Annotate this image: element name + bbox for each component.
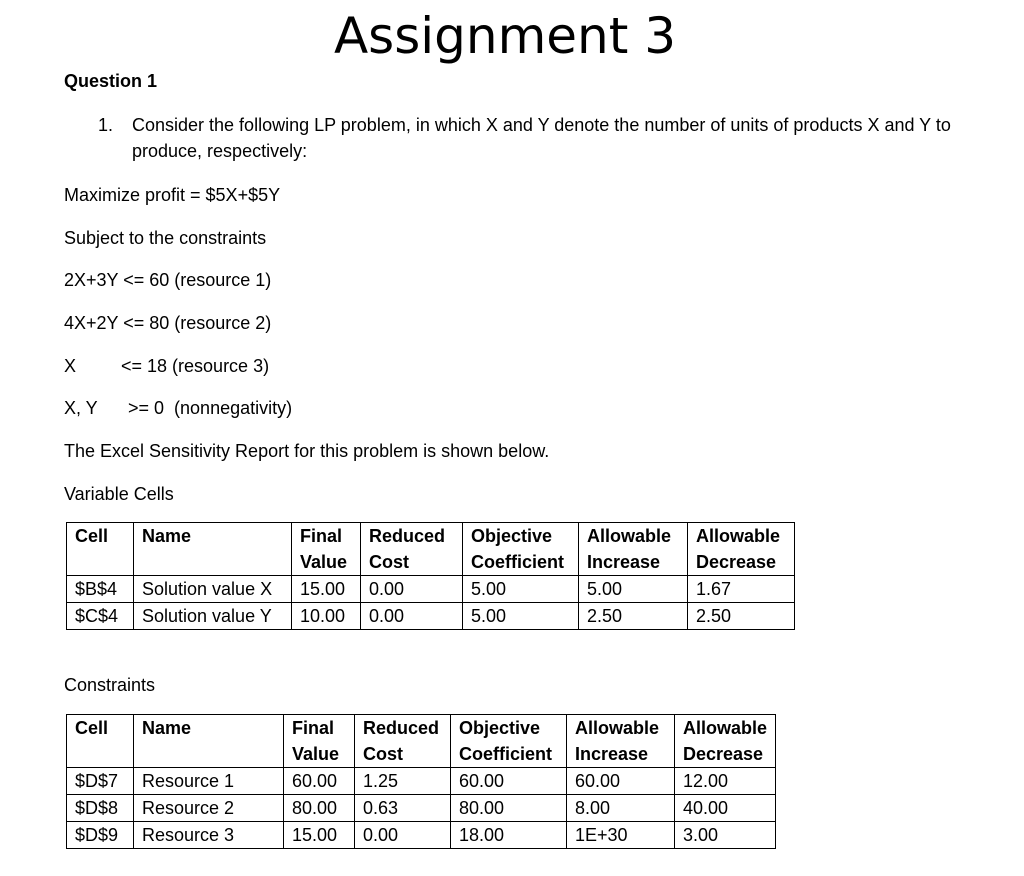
cell-name: Solution value Y [134, 603, 292, 630]
cell-final-value: 15.00 [284, 822, 355, 849]
cell-objective-coefficient: 5.00 [463, 576, 579, 603]
question-heading: Question 1 [64, 71, 158, 91]
table-header-row [67, 715, 776, 768]
report-intro: The Excel Sensitivity Report for this problem is shown below. [64, 441, 550, 461]
cell-reduced-cost: 0.00 [355, 822, 451, 849]
table-row [67, 576, 795, 603]
cell-objective-coefficient: 60.00 [451, 768, 567, 795]
cell-allowable-decrease: 2.50 [688, 603, 795, 630]
constraint-3 [64, 353, 464, 379]
document-title: Assignment 3 [333, 7, 677, 65]
cell-name: Resource 1 [134, 768, 284, 795]
constraints-table [66, 714, 776, 849]
header-objective-coefficient: Objective Coefficient [451, 715, 567, 768]
cell-name: Solution value X [134, 576, 292, 603]
cell-allowable-increase: 8.00 [567, 795, 675, 822]
objective-function: Maximize profit = $5X+$5Y [64, 185, 281, 205]
table-row [67, 822, 776, 849]
header-reduced-cost: Reduced Cost [355, 715, 451, 768]
header-allowable-increase: Allowable Increase [579, 523, 688, 576]
header-cell: Cell [67, 715, 134, 768]
constraint-3-variable: X [64, 356, 77, 376]
table-row [67, 768, 776, 795]
table-row [67, 603, 795, 630]
cell-objective-coefficient: 18.00 [451, 822, 567, 849]
cell-final-value: 15.00 [292, 576, 361, 603]
header-final-value: Final Value [284, 715, 355, 768]
cell-ref: $C$4 [67, 603, 134, 630]
table-row [67, 795, 776, 822]
header-name: Name [134, 715, 284, 768]
header-allowable-increase: Allowable Increase [567, 715, 675, 768]
cell-allowable-decrease: 40.00 [675, 795, 776, 822]
cell-allowable-decrease: 3.00 [675, 822, 776, 849]
item-number: 1. [98, 115, 114, 135]
cell-allowable-increase: 1E+30 [567, 822, 675, 849]
cell-final-value: 60.00 [284, 768, 355, 795]
cell-reduced-cost: 0.00 [361, 603, 463, 630]
cell-objective-coefficient: 5.00 [463, 603, 579, 630]
cell-reduced-cost: 0.00 [361, 576, 463, 603]
constraint-2: 4X+2Y <= 80 (resource 2) [64, 313, 272, 333]
header-objective-coefficient: Objective Coefficient [463, 523, 579, 576]
cell-ref: $B$4 [67, 576, 134, 603]
constraint-4 [64, 395, 464, 421]
cell-name: Resource 3 [134, 822, 284, 849]
header-name: Name [134, 523, 292, 576]
cell-allowable-decrease: 12.00 [675, 768, 776, 795]
cell-ref: $D$9 [67, 822, 134, 849]
variable-cells-label: Variable Cells [64, 484, 174, 504]
constraint-4-expression: >= 0 (nonnegativity) [128, 398, 293, 418]
header-reduced-cost: Reduced Cost [361, 523, 463, 576]
cell-final-value: 10.00 [292, 603, 361, 630]
variable-cells-table [66, 522, 795, 630]
cell-ref: $D$7 [67, 768, 134, 795]
constraint-4-variables: X, Y [64, 398, 98, 418]
cell-allowable-increase: 60.00 [567, 768, 675, 795]
numbered-item [98, 112, 958, 164]
item-text: Consider the following LP problem, in which X and Y denote the number of units of products X and Y to produce, respectively: [132, 115, 951, 161]
cell-ref: $D$8 [67, 795, 134, 822]
cell-objective-coefficient: 80.00 [451, 795, 567, 822]
header-allowable-decrease: Allowable Decrease [688, 523, 795, 576]
cell-reduced-cost: 0.63 [355, 795, 451, 822]
header-cell: Cell [67, 523, 134, 576]
cell-allowable-decrease: 1.67 [688, 576, 795, 603]
cell-allowable-increase: 5.00 [579, 576, 688, 603]
cell-final-value: 80.00 [284, 795, 355, 822]
cell-allowable-increase: 2.50 [579, 603, 688, 630]
constraint-3-expression: <= 18 (resource 3) [121, 356, 270, 376]
table-header-row [67, 523, 795, 576]
header-final-value: Final Value [292, 523, 361, 576]
constraints-label: Constraints [64, 675, 156, 695]
cell-reduced-cost: 1.25 [355, 768, 451, 795]
header-allowable-decrease: Allowable Decrease [675, 715, 776, 768]
constraint-1: 2X+3Y <= 60 (resource 1) [64, 270, 272, 290]
subject-to-text: Subject to the constraints [64, 228, 267, 248]
cell-name: Resource 2 [134, 795, 284, 822]
